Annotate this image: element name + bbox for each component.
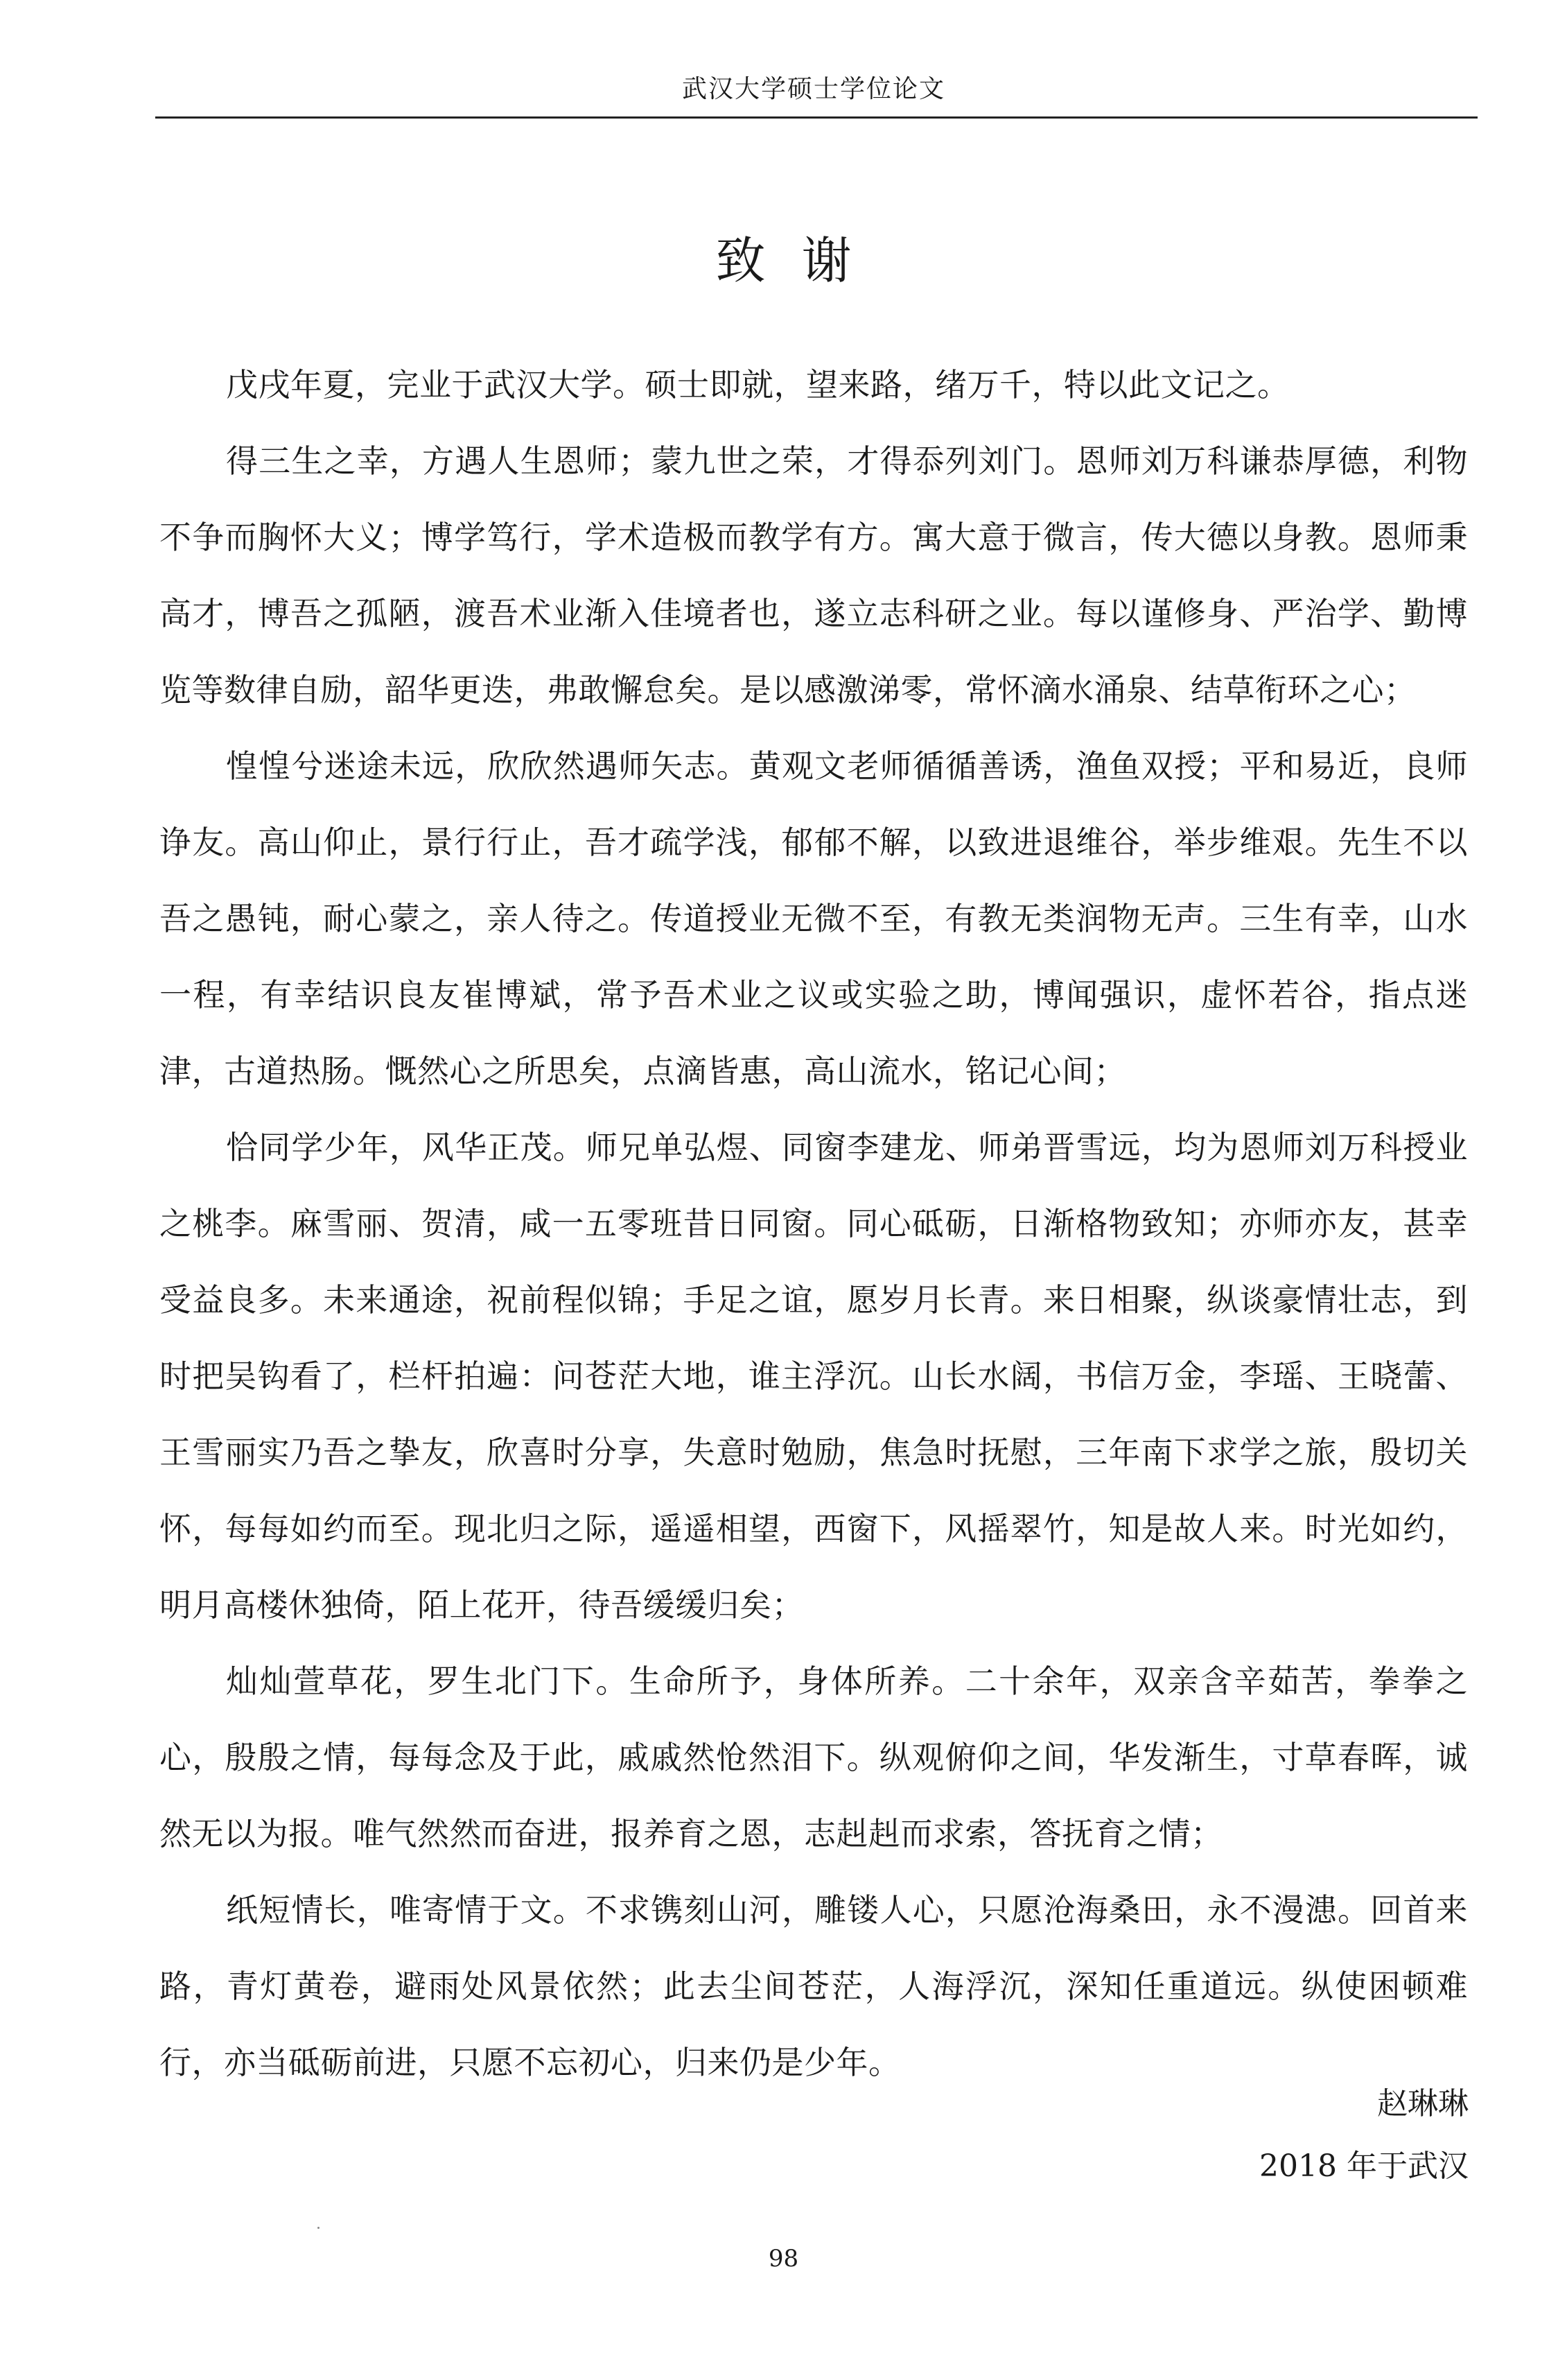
page-title: 致谢: [715, 232, 888, 290]
paragraph-1: 戊戌年夏，完业于武汉大学。硕士即就，望来路，绪万千，特以此文记之。: [226, 366, 1290, 403]
scan-speck: [317, 2227, 319, 2229]
paragraph-5: 灿灿萱草花，罗生北门下。生命所予，身体所养。二十余年，双亲含辛茹苦，拳拳之心，殷殷之情，每每念及于此，戚戚然怆然泪下。纵观俯仰之间，华发渐生，寸草春晖，诚然无以为报。唯气然然而奋进，报养育之恩，志赳赳而求索，答抚育之情；: [159, 1662, 1468, 1852]
paragraph-4: 恰同学少年，风华正茂。师兄单弘煜、同窗李建龙、师弟晋雪远，均为恩师刘万科授业之桃李。麻雪丽、贺清，咸一五零班昔日同窗。同心砥砺，日渐格物致知；亦师亦友，甚幸受益良多。未来通途，祝前程似锦；手足之谊，愿岁月长青。来日相聚，纵谈豪情壮志，到时把吴钩看了，栏杆拍遍：问苍茫大地，谁主浮沉。山长水阔，书信万金，李瑶、王晓蕾、王雪丽实乃吾之挚友，欣喜时分享，失意时勉励，焦急时抚慰，三年南下求学之旅，殷切关怀，每每如约而至。现北归之际，遥遥相望，西窗下，风摇翠竹，知是故人来。时光如约，明月高楼休独倚，陌上花开，待吾缓缓归矣；: [159, 1129, 1468, 1624]
running-header: 武汉大学硕士学位论文: [681, 75, 945, 103]
author-signature: 赵琳琳: [1377, 2086, 1469, 2121]
header-rule: [155, 116, 1478, 119]
paragraph-2: 得三生之幸，方遇人生恩师；蒙九世之荣，才得忝列刘门。恩师刘万科谦恭厚德，利物不争而胸怀大义；博学笃行，学术造极而教学有方。寓大意于微言，传大德以身教。恩师秉高才，博吾之孤陋，渡吾术业渐入佳境者也，遂立志科研之业。每以谨修身、严治学、勤博览等数律自励，韶华更迭，弗敢懈怠矣。是以感激涕零，常怀滴水涌泉、结草衔环之心；: [159, 442, 1468, 709]
paragraph-6: 纸短情长，唯寄情于文。不求镌刻山河，雕镂人心，只愿沧海桑田，永不漫漶。回首来路，青灯黄卷，避雨处风景依然；此去尘间苍茫，人海浮沉，深知任重道远。纵使困顿难行，亦当砥砺前进，只愿不忘初心，归来仍是少年。: [159, 1891, 1468, 2081]
acknowledgement-body: [159, 347, 1468, 2101]
signature-date: 2018 年于武汉: [1259, 2148, 1469, 2184]
page-number: 98: [768, 2245, 799, 2273]
paragraph-3: 惶惶兮迷途未远，欣欣然遇师矢志。黄观文老师循循善诱，渔鱼双授；平和易近，良师诤友。高山仰止，景行行止，吾才疏学浅，郁郁不解，以致进退维谷，举步维艰。先生不以吾之愚钝，耐心蒙之，亲人待之。传道授业无微不至，有教无类润物无声。三生有幸，山水一程，有幸结识良友崔博斌，常予吾术业之议或实验之助，博闻强识，虚怀若谷，指点迷津，古道热肠。慨然心之所思矣，点滴皆惠，高山流水，铭记心间；: [159, 747, 1468, 1090]
